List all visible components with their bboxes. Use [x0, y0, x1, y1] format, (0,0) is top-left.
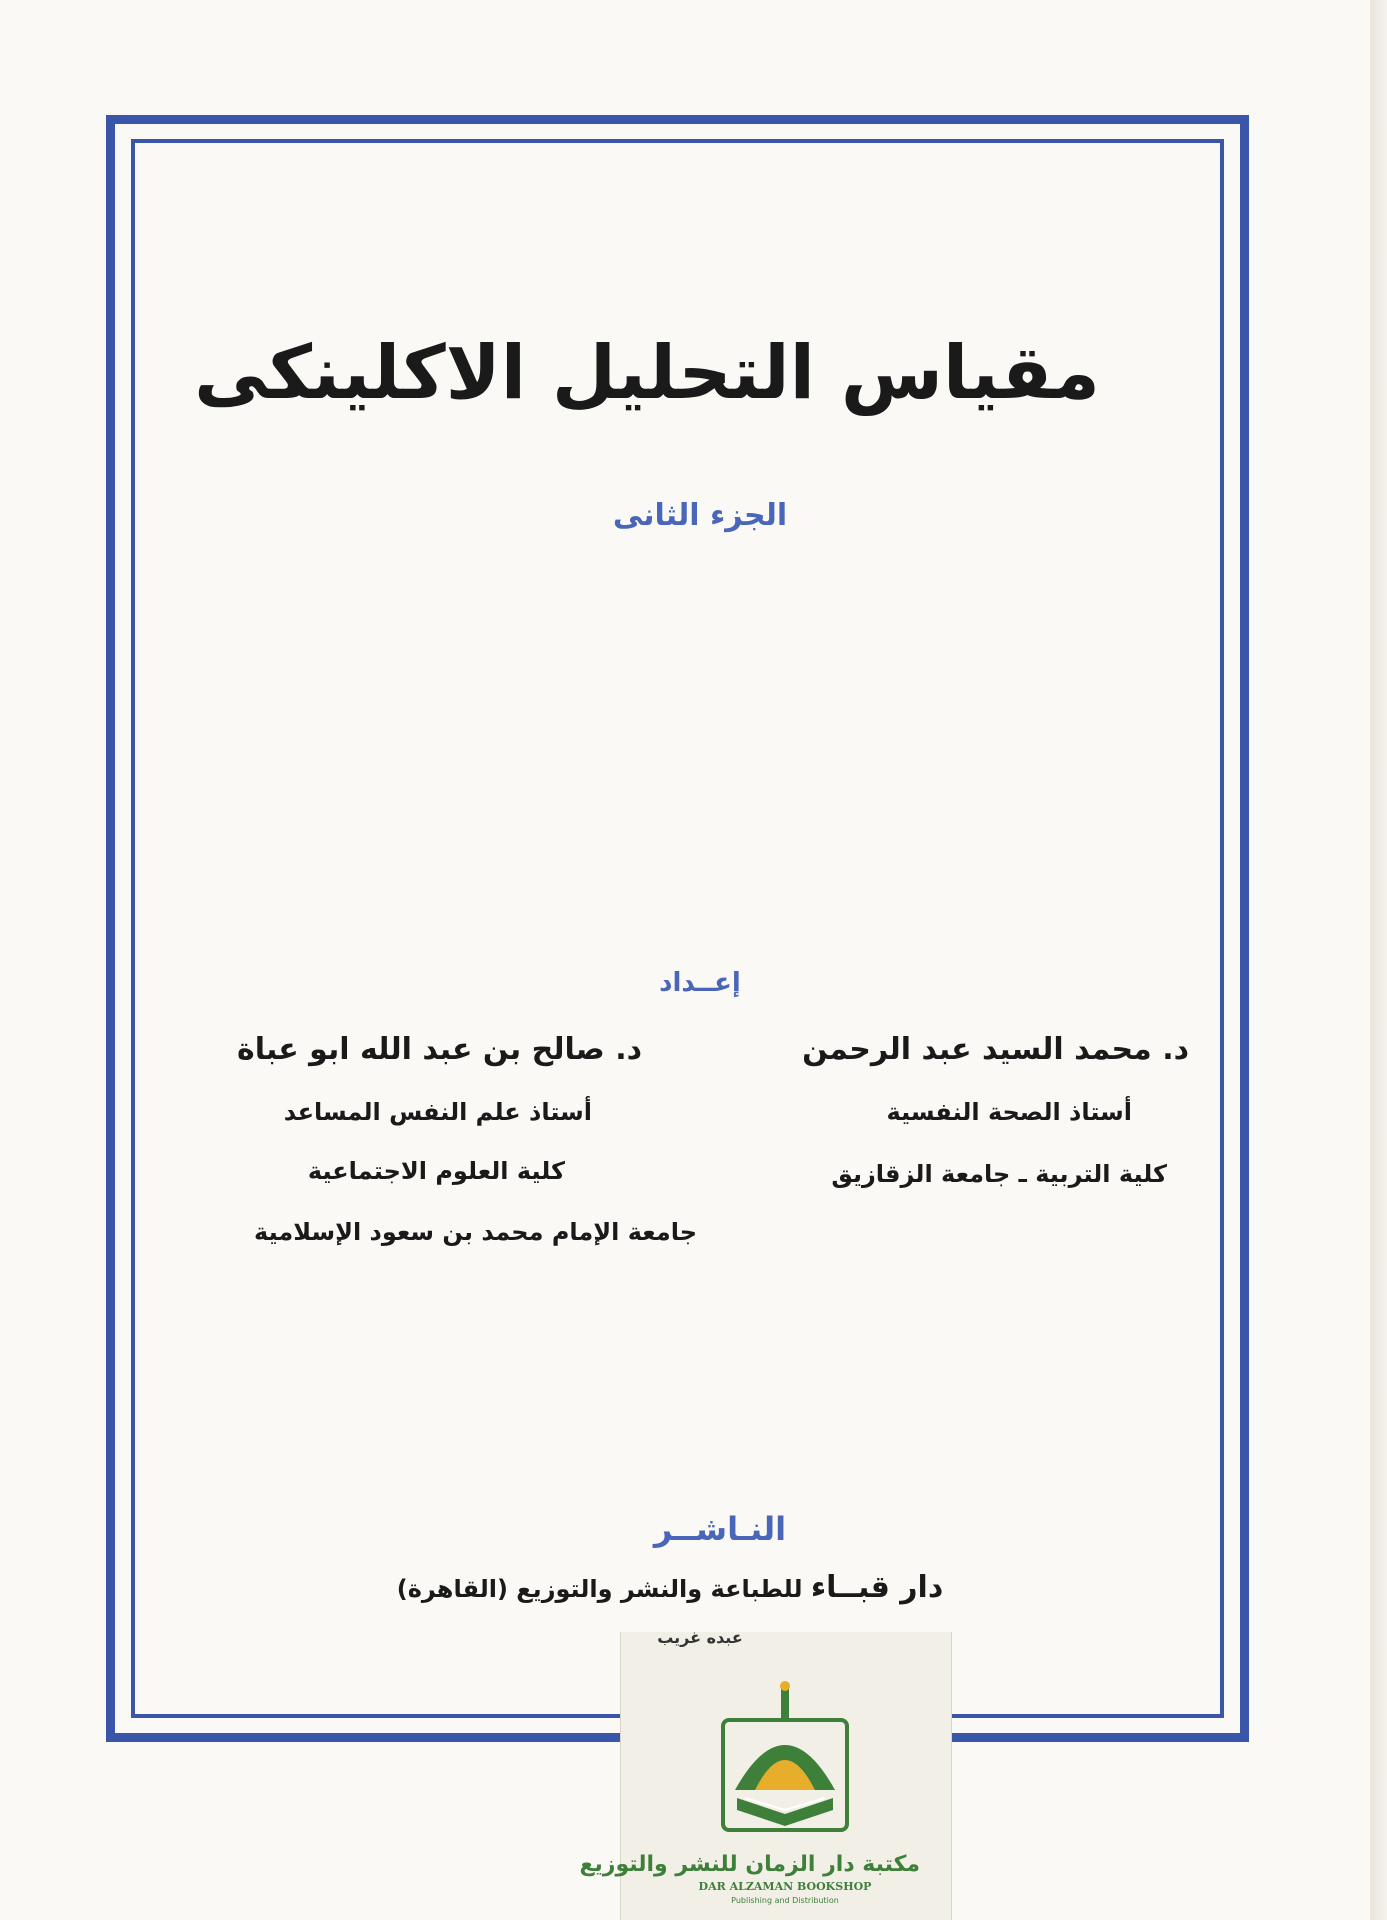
- sticker-owner-name: عبده غريب: [657, 1628, 743, 1647]
- shop-subtitle: Publishing and Distribution: [731, 1896, 839, 1905]
- author1-name: د. محمد السيد عبد الرحمن: [802, 1032, 1189, 1067]
- shop-name-arabic: مكتبة دار الزمان للنشر والتوزيع: [579, 1852, 920, 1877]
- volume-label: الجزء الثانى: [612, 498, 788, 533]
- publisher-name-strong: دار قبــاء: [810, 1570, 944, 1605]
- page-edge: [1370, 0, 1387, 1920]
- mosque-logo-icon: [715, 1680, 855, 1850]
- author2-name: د. صالح بن عبد الله ابو عباة: [237, 1032, 642, 1067]
- prepared-by-label: إعــداد: [659, 968, 741, 998]
- shop-name-english: DAR ALZAMAN BOOKSHOP: [698, 1880, 872, 1893]
- author2-university: جامعة الإمام محمد بن سعود الإسلامية: [254, 1218, 697, 1246]
- author1-position: أستاذ الصحة النفسية: [886, 1098, 1132, 1126]
- book-title: مقياس التحليل الاكلينكى: [194, 330, 1100, 416]
- author2-department: كلية العلوم الاجتماعية: [307, 1157, 565, 1185]
- author1-affiliation: كلية التربية ـ جامعة الزقازيق: [831, 1160, 1167, 1188]
- publisher-name: [380, 1570, 960, 1605]
- publisher-label: النـاشــر: [653, 1510, 787, 1548]
- author2-position: أستاذ علم النفس المساعد: [283, 1098, 592, 1126]
- publisher-name-rest: للطباعة والنشر والتوزيع (القاهرة): [396, 1575, 803, 1603]
